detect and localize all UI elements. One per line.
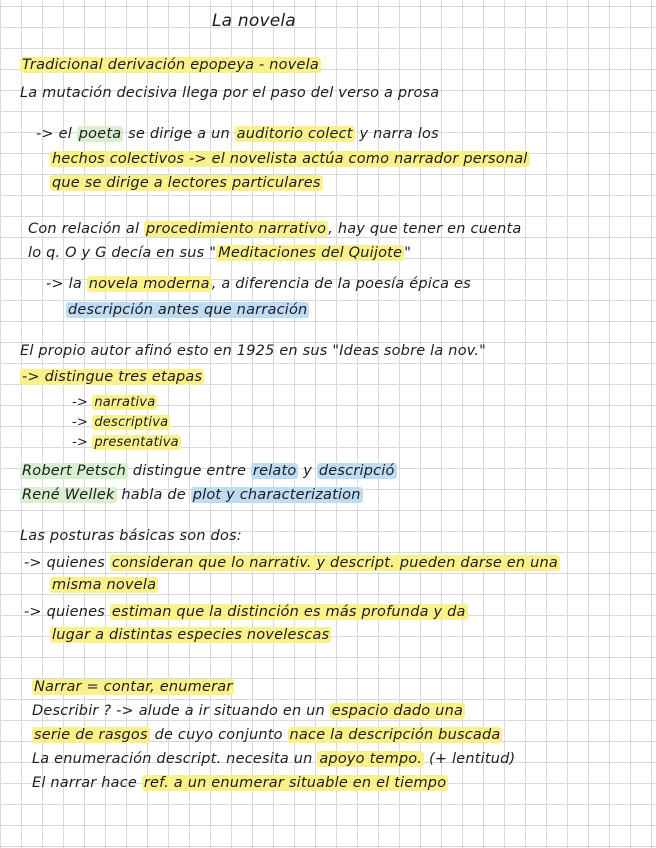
highlighted-text: relato	[252, 463, 297, 479]
note-line	[28, 244, 411, 262]
highlighted-text: que se dirige a lectores particulares	[52, 175, 321, 191]
note-line	[72, 414, 170, 432]
note-text: -> la	[46, 276, 87, 292]
highlighted-text: Robert Petsch	[22, 463, 126, 479]
highlighted-text: estiman que la distinción es más profunda y da	[111, 604, 466, 620]
note-text: se dirige a un	[123, 126, 235, 142]
highlighted-text: presentativa	[94, 435, 179, 450]
note-text: Describir ? -> alude a ir situando en un	[32, 703, 330, 719]
highlighted-text: serie de rasgos	[34, 727, 148, 743]
note-text: Las posturas básicas son dos:	[20, 528, 242, 544]
note-line	[20, 462, 397, 480]
note-line	[50, 626, 331, 644]
note-line	[20, 56, 321, 74]
note-text: La mutación decisiva llega por el paso del verso a prosa	[20, 85, 440, 101]
note-text: -> quienes	[24, 555, 110, 571]
highlighted-text: -> distingue tres etapas	[22, 369, 203, 385]
note-line	[20, 84, 439, 102]
note-line	[20, 486, 363, 504]
note-text: y	[298, 463, 317, 479]
note-text: habla de	[116, 487, 191, 503]
note-text: La enumeración descript. necesita un	[32, 751, 318, 767]
note-line	[46, 275, 471, 293]
note-line	[20, 342, 486, 360]
highlighted-text: nace la descripción buscada	[289, 727, 501, 743]
highlighted-text: descripción antes que narración	[68, 302, 308, 318]
note-text: (+ lentitud)	[424, 751, 516, 767]
note-text: de cuyo conjunto	[149, 727, 288, 743]
highlighted-text: auditorio colect	[236, 126, 353, 142]
note-text: , hay que tener en cuenta	[328, 221, 522, 237]
note-line	[32, 702, 465, 720]
note-text: ->	[72, 415, 93, 430]
highlighted-text: lugar a distintas especies novelescas	[52, 627, 330, 643]
highlighted-text: Narrar = contar, enumerar	[34, 679, 233, 695]
note-text: , a diferencia de la poesía épica es	[211, 276, 471, 292]
note-text: y narra los	[354, 126, 439, 142]
note-text: ->	[72, 395, 93, 410]
note-line	[36, 125, 439, 143]
note-text: "	[404, 245, 412, 261]
note-line	[20, 527, 242, 545]
note-line	[32, 750, 515, 768]
note-text: -> quienes	[24, 604, 110, 620]
highlighted-text: espacio dado una	[331, 703, 464, 719]
note-line	[20, 368, 204, 386]
page-title: La novela	[212, 11, 296, 31]
highlighted-text: descriptiva	[94, 415, 169, 430]
note-line	[32, 774, 448, 792]
highlighted-text: misma novela	[52, 577, 157, 593]
highlighted-text: René Wellek	[22, 487, 115, 503]
highlighted-text: Meditaciones del Quijote	[218, 245, 403, 261]
note-line	[32, 678, 234, 696]
note-text: lo q. O y G decía en sus "	[28, 245, 217, 261]
highlighted-text: plot y characterization	[192, 487, 361, 503]
highlighted-text: novela moderna	[88, 276, 210, 292]
note-line	[50, 174, 323, 192]
note-line	[24, 603, 468, 621]
note-text: El propio autor afinó esto en 1925 en sus "Ideas sobre la nov."	[20, 343, 487, 359]
note-line	[72, 434, 181, 452]
highlighted-text: narrativa	[94, 395, 156, 410]
highlighted-text: descripció	[318, 463, 395, 479]
highlighted-text: consideran que lo narrativ. y descript. pueden darse en una	[111, 555, 558, 571]
highlighted-text: Tradicional derivación epopeya - novela	[22, 57, 319, 73]
note-text: distingue entre	[128, 463, 251, 479]
note-line	[66, 301, 309, 319]
note-line	[72, 394, 157, 412]
note-line	[28, 220, 522, 238]
note-text: ->	[72, 435, 93, 450]
note-line	[32, 726, 502, 744]
note-text: -> el	[36, 126, 77, 142]
note-text: Con relación al	[28, 221, 144, 237]
note-line	[50, 150, 530, 168]
note-line	[24, 554, 560, 572]
highlighted-text: apoyo tempo.	[319, 751, 423, 767]
note-text: El narrar hace	[32, 775, 142, 791]
highlighted-text: procedimiento narrativo	[146, 221, 327, 237]
highlighted-text: hechos colectivos -> el novelista actúa como narrador personal	[52, 151, 528, 167]
highlighted-text: poeta	[78, 126, 122, 142]
note-line	[50, 576, 158, 594]
highlighted-text: ref. a un enumerar situable en el tiempo	[143, 775, 447, 791]
